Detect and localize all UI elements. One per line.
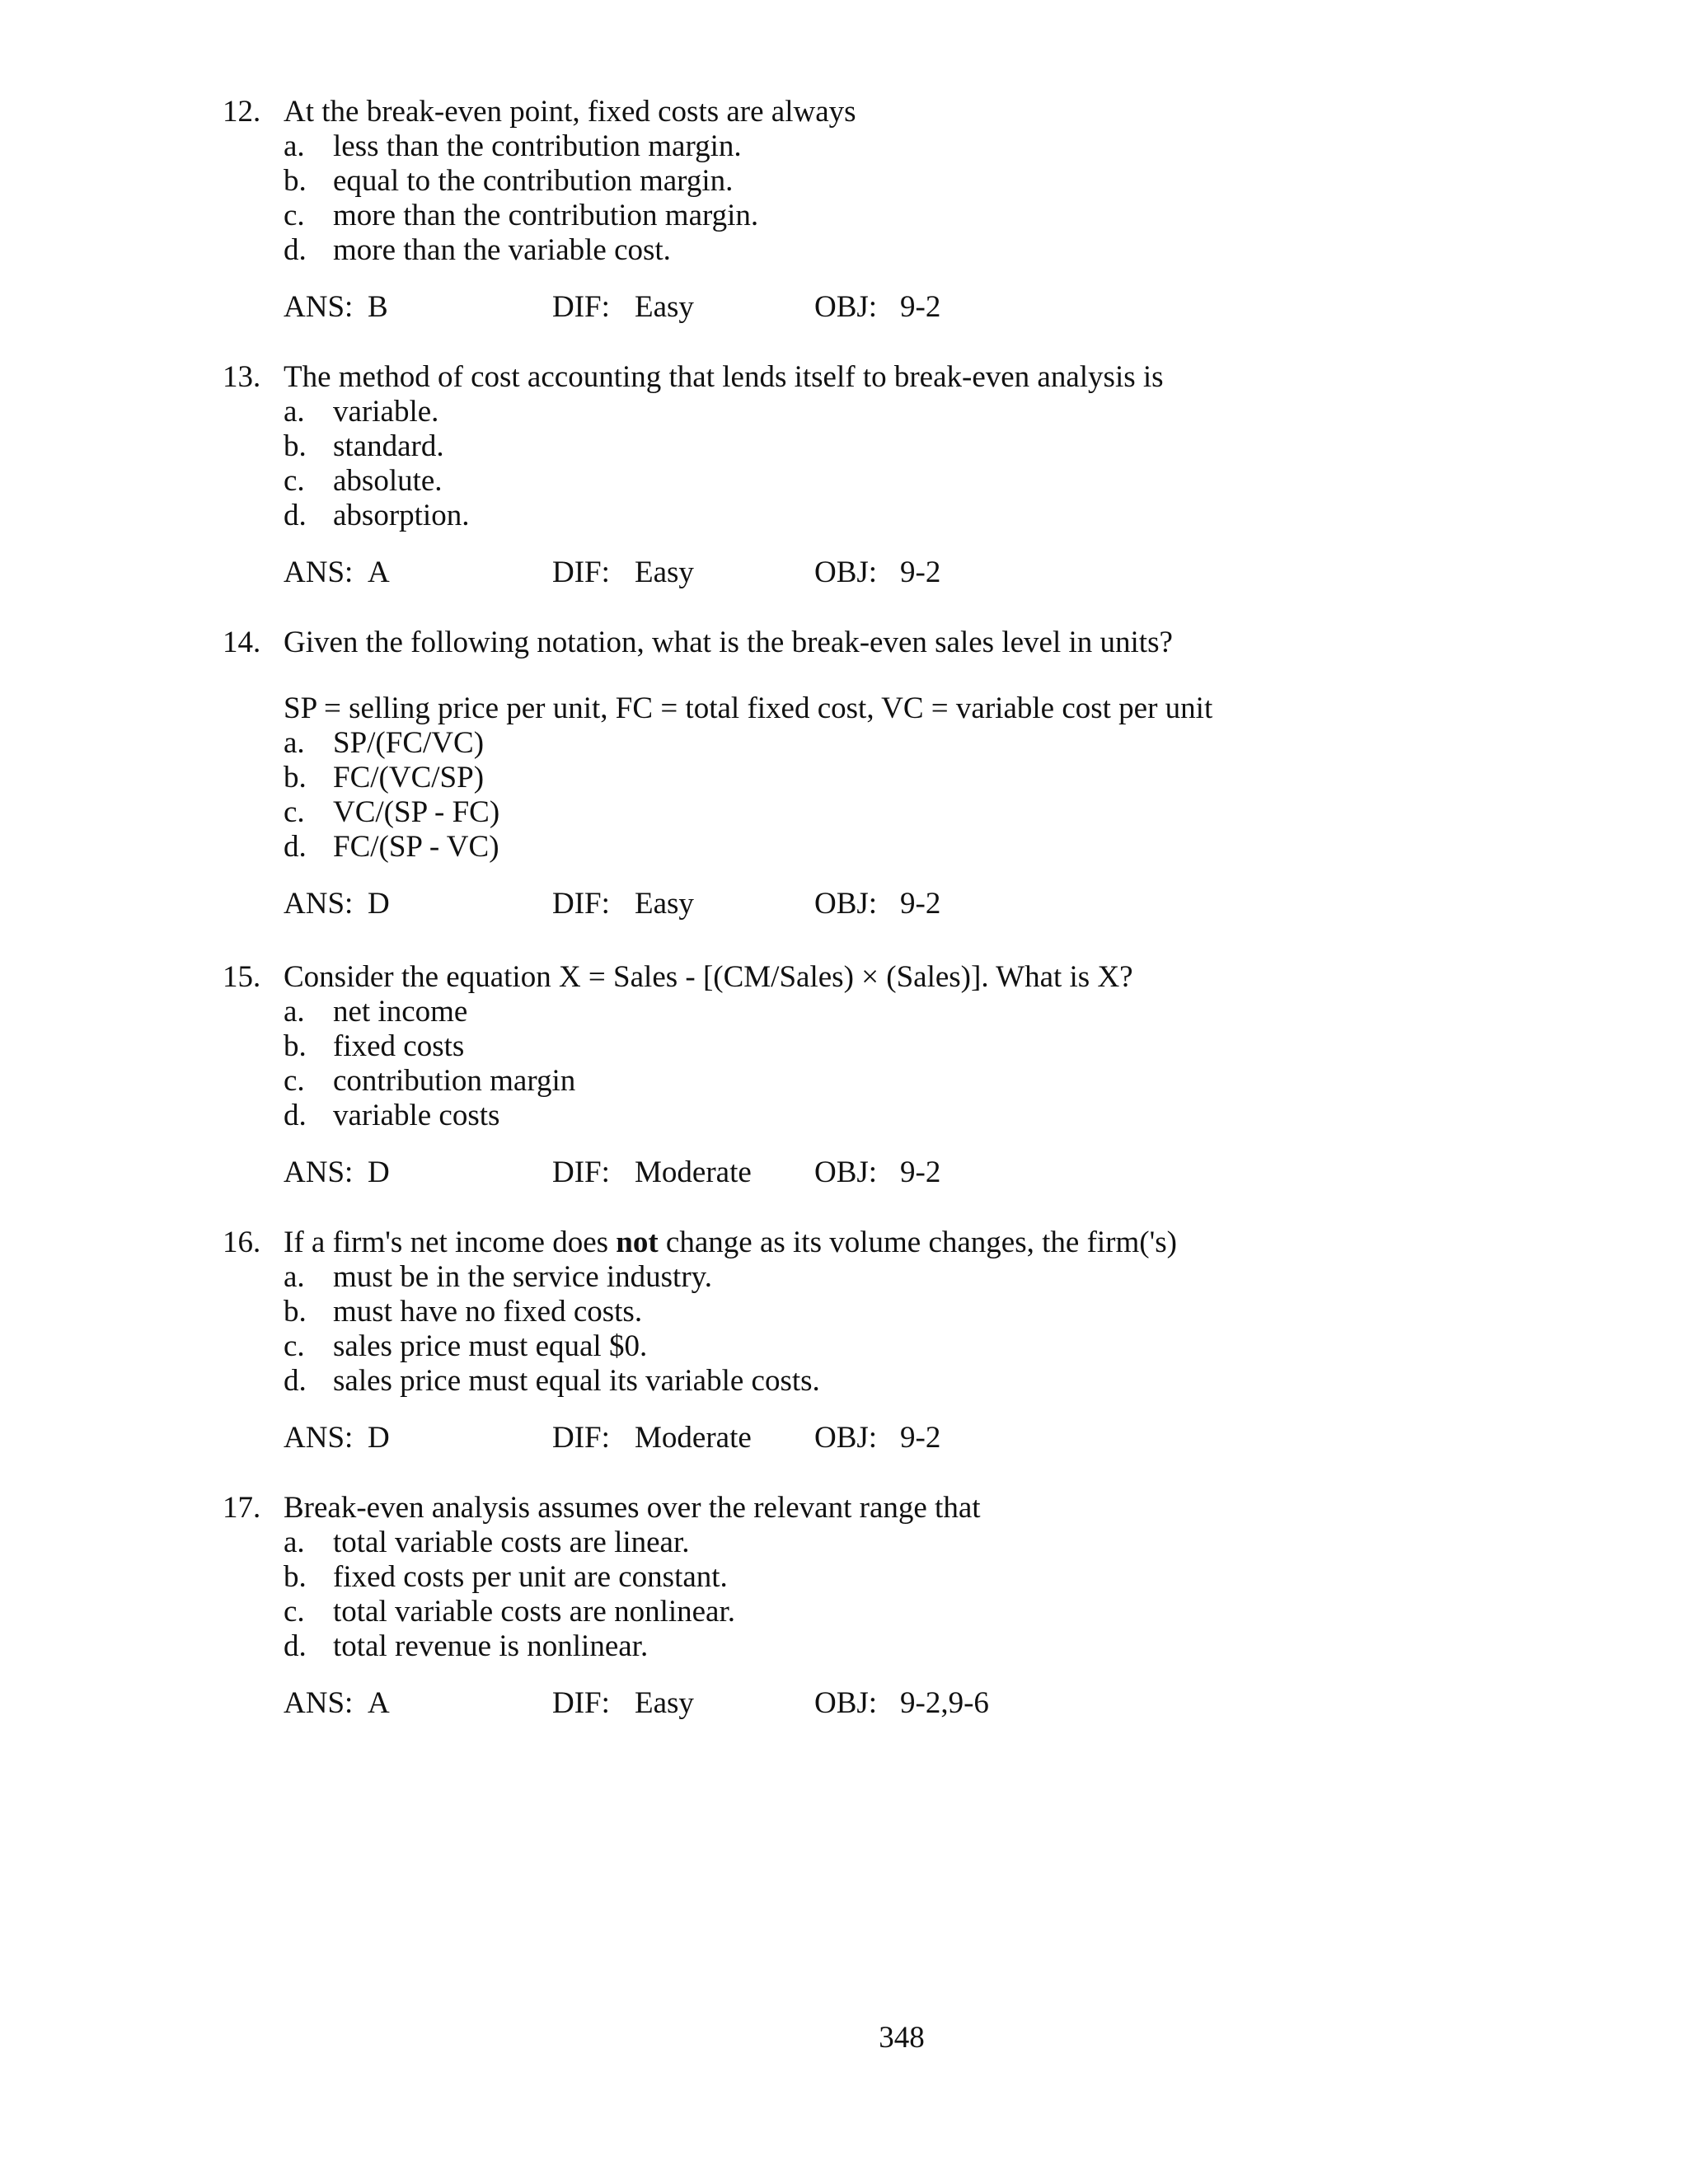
question-number: 13. bbox=[223, 360, 261, 394]
objective-value: 9-2 bbox=[900, 555, 941, 589]
option-d bbox=[223, 1364, 1508, 1399]
answer-value: B bbox=[368, 290, 388, 324]
option-d bbox=[223, 1629, 1508, 1664]
option-text: less than the contribution margin. bbox=[333, 129, 742, 163]
answer-label: ANS: bbox=[284, 290, 354, 324]
option-letter: d. bbox=[284, 1364, 307, 1398]
objective-value: 9-2 bbox=[900, 1421, 941, 1455]
question-number: 12. bbox=[223, 95, 261, 129]
option-letter: b. bbox=[284, 1295, 307, 1329]
difficulty-label: DIF: bbox=[552, 1421, 610, 1455]
option-letter: a. bbox=[284, 129, 305, 163]
option-text: variable. bbox=[333, 395, 439, 429]
difficulty-label: DIF: bbox=[552, 290, 610, 324]
question-text: Given the following notation, what is the break-even sales level in units? bbox=[284, 626, 1173, 659]
option-text: more than the contribution margin. bbox=[333, 199, 759, 232]
option-b bbox=[223, 761, 1508, 795]
question-text: The method of cost accounting that lends itself to break-even analysis is bbox=[284, 360, 1164, 394]
option-letter: b. bbox=[284, 1029, 307, 1063]
question-text-before: If a firm's net income does bbox=[284, 1226, 617, 1259]
difficulty-label: DIF: bbox=[552, 887, 610, 921]
option-c bbox=[223, 199, 1508, 233]
objective-label: OBJ: bbox=[814, 887, 878, 921]
option-text: total variable costs are linear. bbox=[333, 1526, 690, 1559]
option-letter: c. bbox=[284, 1595, 305, 1629]
option-text: equal to the contribution margin. bbox=[333, 164, 734, 198]
answer-value: D bbox=[368, 1155, 390, 1189]
option-a bbox=[223, 726, 1508, 761]
option-b bbox=[223, 1560, 1508, 1595]
option-letter: b. bbox=[284, 164, 307, 198]
option-text: total variable costs are nonlinear. bbox=[333, 1595, 736, 1629]
option-text: fixed costs bbox=[333, 1029, 465, 1063]
option-text: absorption. bbox=[333, 499, 470, 532]
answer-metadata bbox=[223, 1686, 1508, 1721]
notation-text: SP = selling price per unit, FC = total fixed cost, VC = variable cost per unit bbox=[284, 691, 1213, 725]
option-text: total revenue is nonlinear. bbox=[333, 1629, 649, 1663]
option-text: SP/(FC/VC) bbox=[333, 726, 485, 760]
answer-metadata bbox=[223, 887, 1508, 921]
question-number: 17. bbox=[223, 1491, 261, 1525]
answer-metadata bbox=[223, 1155, 1508, 1190]
option-letter: b. bbox=[284, 761, 307, 794]
option-a bbox=[223, 1526, 1508, 1560]
question-text: Break-even analysis assumes over the relevant range that bbox=[284, 1491, 981, 1525]
answer-metadata bbox=[223, 290, 1508, 325]
option-letter: d. bbox=[284, 233, 307, 267]
option-b bbox=[223, 1029, 1508, 1064]
option-letter: c. bbox=[284, 464, 305, 498]
option-letter: a. bbox=[284, 395, 305, 429]
option-text: variable costs bbox=[333, 1099, 500, 1132]
option-letter: c. bbox=[284, 199, 305, 232]
option-letter: d. bbox=[284, 1099, 307, 1132]
objective-value: 9-2,9-6 bbox=[900, 1686, 989, 1720]
option-d bbox=[223, 830, 1508, 865]
option-c bbox=[223, 1329, 1508, 1364]
question-16 bbox=[223, 1226, 1508, 1455]
objective-label: OBJ: bbox=[814, 1155, 878, 1189]
option-text: FC/(SP - VC) bbox=[333, 830, 499, 864]
option-b bbox=[223, 1295, 1508, 1329]
question-stem bbox=[223, 960, 1508, 995]
option-text: VC/(SP - FC) bbox=[333, 795, 500, 829]
page-number: 348 bbox=[879, 2021, 925, 2055]
answer-metadata bbox=[223, 555, 1508, 590]
question-stem bbox=[223, 1226, 1508, 1260]
option-text: sales price must equal $0. bbox=[333, 1329, 648, 1363]
option-b bbox=[223, 429, 1508, 464]
answer-value: D bbox=[368, 887, 390, 921]
option-letter: a. bbox=[284, 726, 305, 760]
question-text bbox=[284, 1226, 1177, 1260]
question-stem bbox=[223, 626, 1508, 660]
option-c bbox=[223, 1064, 1508, 1099]
objective-label: OBJ: bbox=[814, 555, 878, 589]
difficulty-value: Moderate bbox=[635, 1421, 752, 1455]
question-15 bbox=[223, 960, 1508, 1190]
objective-label: OBJ: bbox=[814, 1421, 878, 1455]
answer-label: ANS: bbox=[284, 887, 354, 921]
option-letter: a. bbox=[284, 995, 305, 1029]
answer-label: ANS: bbox=[284, 1155, 354, 1189]
question-14 bbox=[223, 626, 1508, 921]
option-letter: c. bbox=[284, 1064, 305, 1098]
answer-metadata bbox=[223, 1421, 1508, 1455]
notation-line bbox=[223, 691, 1508, 726]
question-stem bbox=[223, 360, 1508, 395]
option-d bbox=[223, 233, 1508, 268]
objective-value: 9-2 bbox=[900, 1155, 941, 1189]
option-c bbox=[223, 1595, 1508, 1629]
option-letter: b. bbox=[284, 429, 307, 463]
option-letter: d. bbox=[284, 1629, 307, 1663]
objective-value: 9-2 bbox=[900, 887, 941, 921]
difficulty-label: DIF: bbox=[552, 1686, 610, 1720]
question-number: 15. bbox=[223, 960, 261, 994]
option-c bbox=[223, 464, 1508, 499]
option-a bbox=[223, 995, 1508, 1029]
question-stem bbox=[223, 1491, 1508, 1526]
answer-value: A bbox=[368, 555, 390, 589]
question-17 bbox=[223, 1491, 1508, 1721]
question-text: Consider the equation X = Sales - [(CM/Sales) × (Sales)]. What is X? bbox=[284, 960, 1133, 994]
option-text: must be in the service industry. bbox=[333, 1260, 713, 1294]
option-letter: d. bbox=[284, 830, 307, 864]
difficulty-value: Easy bbox=[635, 290, 694, 324]
option-b bbox=[223, 164, 1508, 199]
option-a bbox=[223, 129, 1508, 164]
question-number: 16. bbox=[223, 1226, 261, 1259]
difficulty-value: Easy bbox=[635, 1686, 694, 1720]
difficulty-value: Easy bbox=[635, 555, 694, 589]
answer-label: ANS: bbox=[284, 1421, 354, 1455]
question-text-emphasis: not bbox=[616, 1226, 659, 1259]
option-text: absolute. bbox=[333, 464, 443, 498]
question-text: At the break-even point, fixed costs are always bbox=[284, 95, 856, 129]
option-text: sales price must equal its variable costs. bbox=[333, 1364, 820, 1398]
answer-value: D bbox=[368, 1421, 390, 1455]
difficulty-value: Easy bbox=[635, 887, 694, 921]
option-letter: c. bbox=[284, 1329, 305, 1363]
question-12 bbox=[223, 95, 1508, 325]
objective-label: OBJ: bbox=[814, 1686, 878, 1720]
option-text: fixed costs per unit are constant. bbox=[333, 1560, 728, 1594]
option-text: more than the variable cost. bbox=[333, 233, 671, 267]
option-text: FC/(VC/SP) bbox=[333, 761, 485, 794]
option-text: contribution margin bbox=[333, 1064, 576, 1098]
option-text: must have no fixed costs. bbox=[333, 1295, 643, 1329]
option-d bbox=[223, 1099, 1508, 1133]
option-letter: b. bbox=[284, 1560, 307, 1594]
objective-label: OBJ: bbox=[814, 290, 878, 324]
option-a bbox=[223, 395, 1508, 429]
option-d bbox=[223, 499, 1508, 533]
difficulty-label: DIF: bbox=[552, 555, 610, 589]
question-number: 14. bbox=[223, 626, 261, 659]
question-13 bbox=[223, 360, 1508, 590]
answer-label: ANS: bbox=[284, 555, 354, 589]
option-letter: a. bbox=[284, 1526, 305, 1559]
option-text: net income bbox=[333, 995, 468, 1029]
option-text: standard. bbox=[333, 429, 444, 463]
option-letter: d. bbox=[284, 499, 307, 532]
option-c bbox=[223, 795, 1508, 830]
difficulty-value: Moderate bbox=[635, 1155, 752, 1189]
difficulty-label: DIF: bbox=[552, 1155, 610, 1189]
answer-value: A bbox=[368, 1686, 390, 1720]
answer-label: ANS: bbox=[284, 1686, 354, 1720]
option-letter: c. bbox=[284, 795, 305, 829]
question-stem bbox=[223, 95, 1508, 129]
option-letter: a. bbox=[284, 1260, 305, 1294]
objective-value: 9-2 bbox=[900, 290, 941, 324]
question-text-after: change as its volume changes, the firm('s) bbox=[658, 1226, 1177, 1259]
option-a bbox=[223, 1260, 1508, 1295]
